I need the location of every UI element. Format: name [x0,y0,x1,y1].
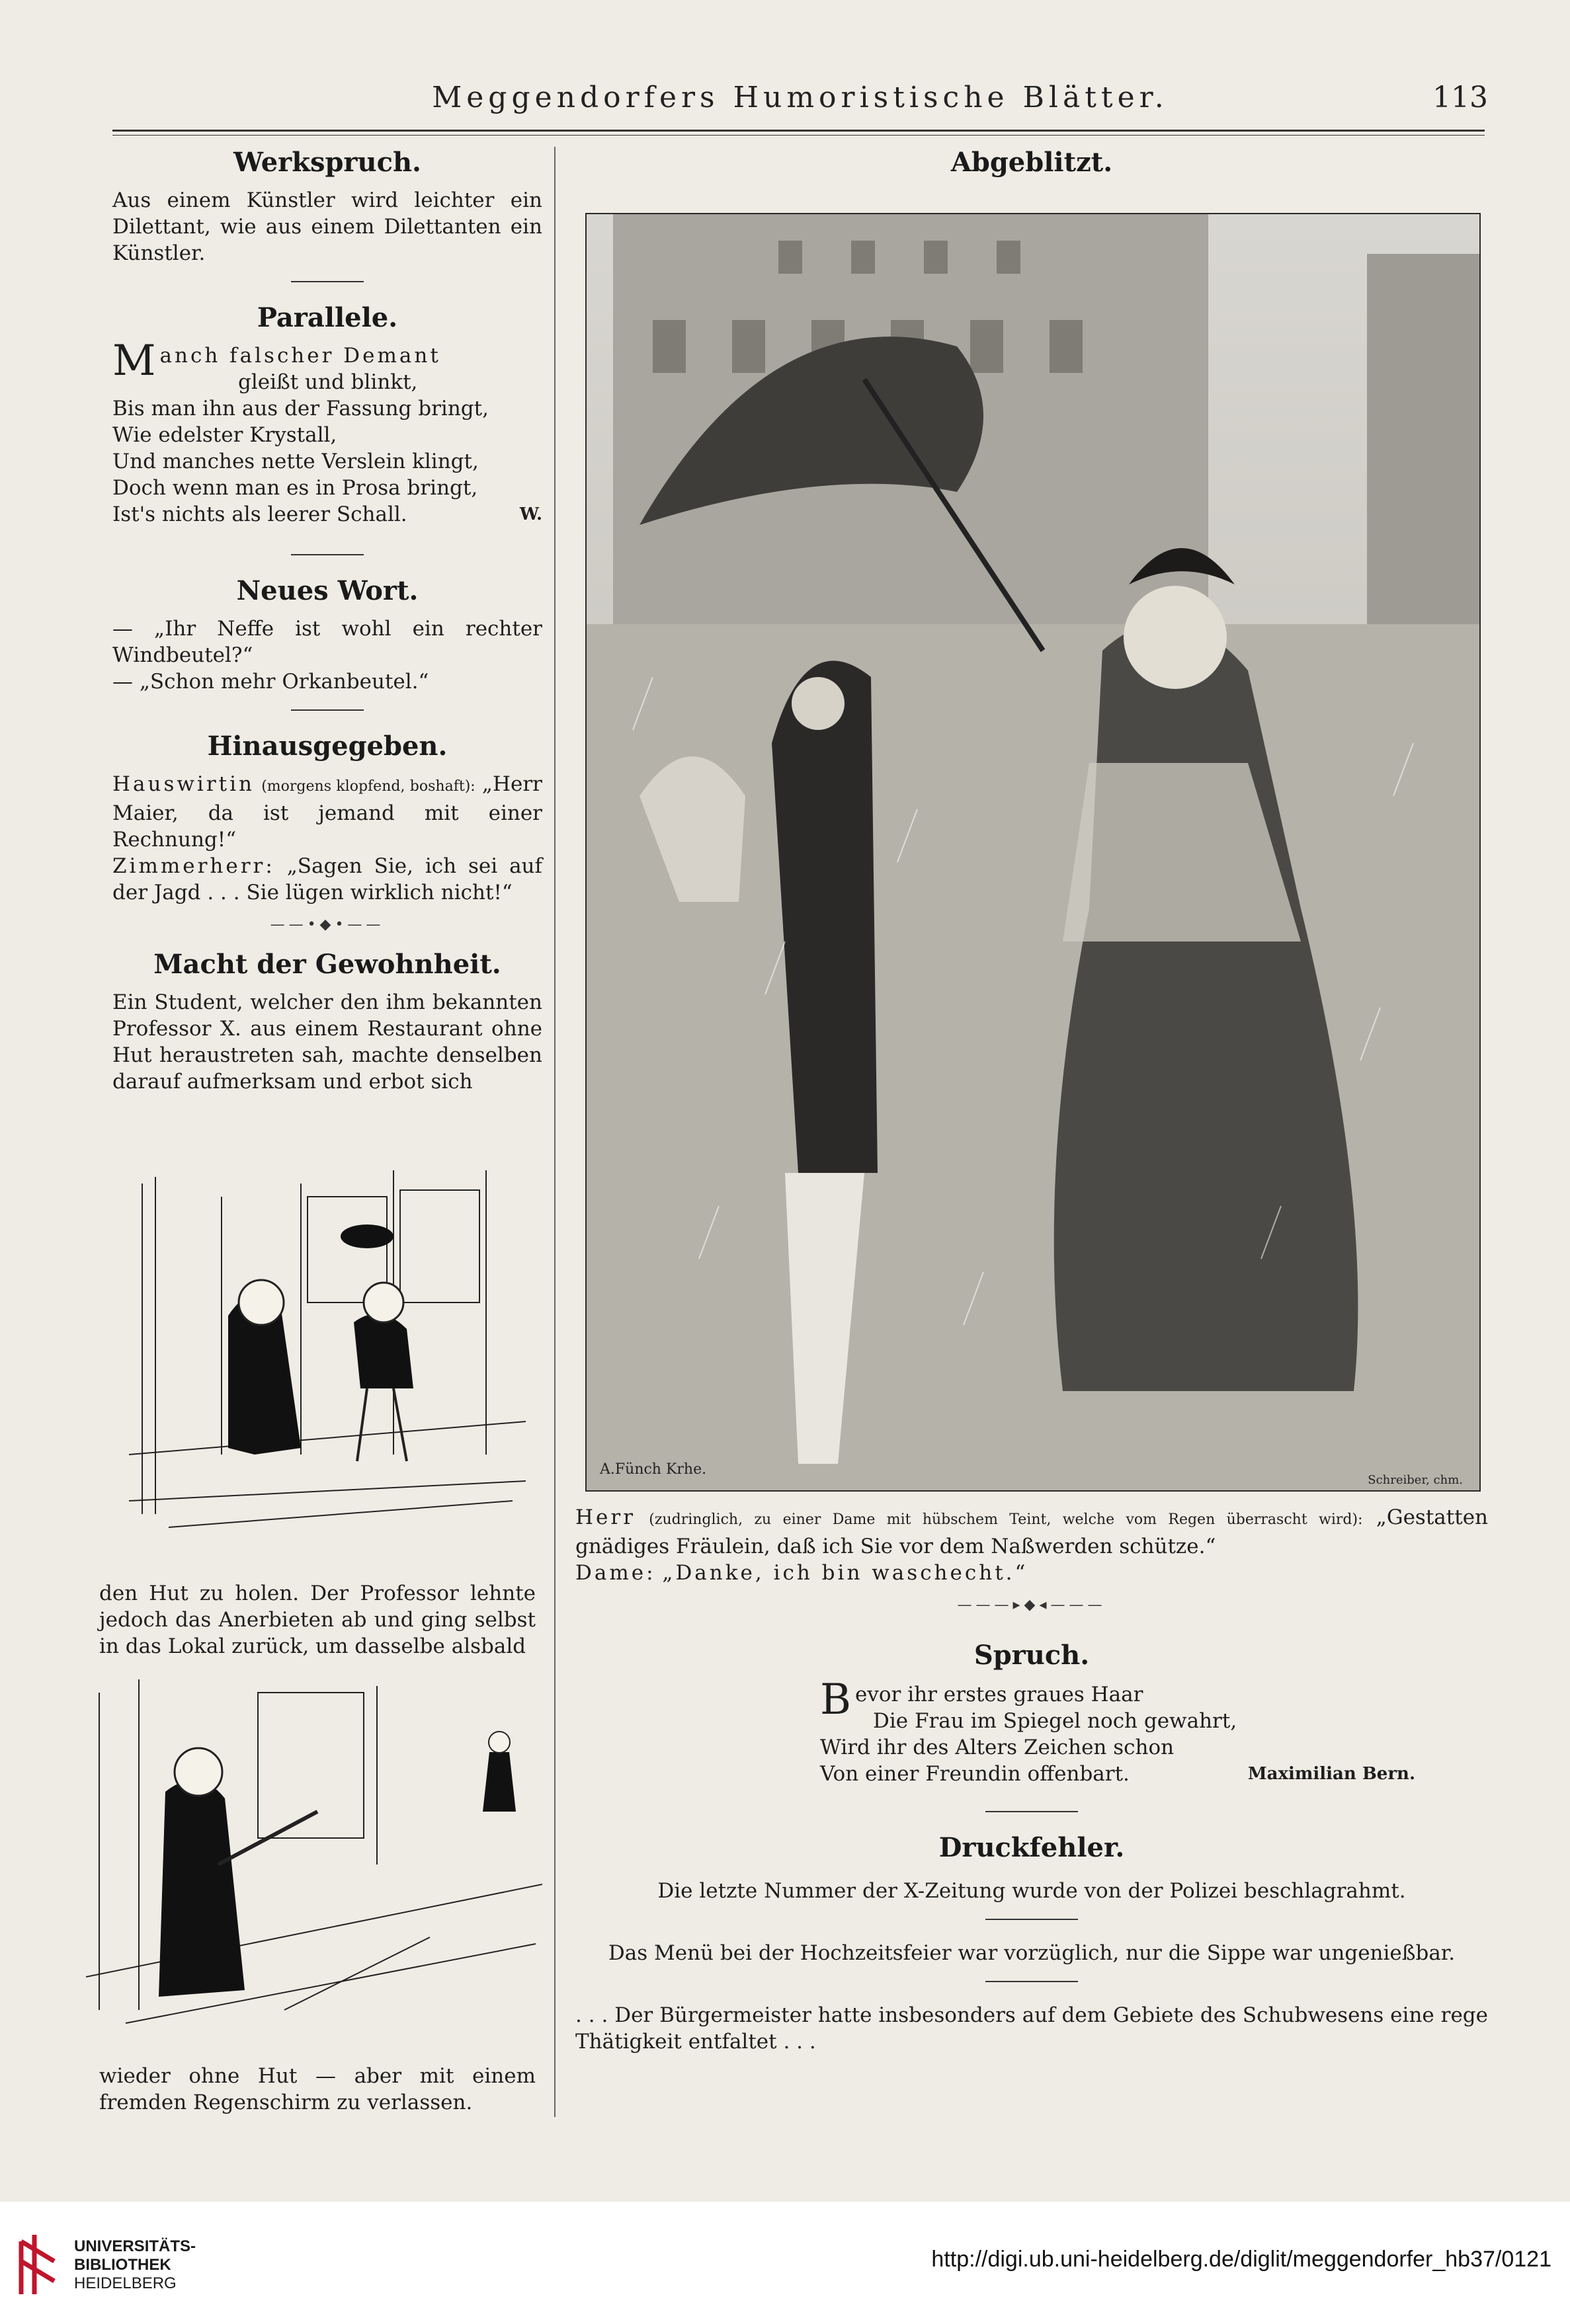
abgeblitzt-title: Abgeblitzt. [950,147,1113,178]
left-column [112,147,542,1095]
dialogue-text: „Gestatten gnädiges Fräulein, daß ich Sie vor dem Naßwerden schütze.“ [575,1505,1489,1558]
hinausgegeben-title: Hinausgegeben. [207,731,448,762]
artist-signature: A.Fünch Krhe. [600,1461,707,1478]
druckfehler-item: . . . Der Bürgermeister hatte insbesonders auf dem Gebiete des Schubwesens eine rege Thätigkeit entfaltet . . . [575,2003,1488,2054]
poem-line: Wird ihr des Alters Zeichen schon [820,1736,1175,1759]
section-rule [291,554,364,555]
parallele-signature: W. [519,504,542,524]
ornament-divider: ——•◆•—— [270,916,385,933]
illustration-drawing [587,214,1479,1490]
macht-text-3-block [99,2063,536,2116]
poem-line: Die Frau im Spiegel noch gewahrt, [873,1709,1237,1733]
source-url-link[interactable]: http://digi.ub.uni-heidelberg.de/diglit/meggendorfer_hb37/0121 [931,2247,1551,2272]
macht-text-1: Ein Student, welcher den ihm bekannten Professor X. aus einem Restaurant ohne Hut heraustreten sah, machte denselben darauf aufmerksam und erbot sich [112,990,542,1094]
poem-line: Wie edelster Krystall, [112,423,337,447]
section-rule [985,1981,1078,1982]
page-header [112,81,1488,127]
speaker-name: Zimmerherr: [112,854,275,878]
section-rule [985,1811,1078,1812]
poem-line: Von einer Freundin offenbart. [820,1762,1130,1786]
spruch-title: Spruch. [973,1640,1090,1671]
university-library-logo-icon [15,2228,61,2301]
speaker-name: Herr [575,1505,636,1529]
journal-title: Meggendorfers Humoristische Blätter. [432,81,1169,114]
werkspruch-title: Werkspruch. [233,147,421,178]
section-rule [291,709,364,711]
speaker-name: Dame: [575,1561,656,1585]
institution-name: UNIVERSITÄTS- BIBLIOTHEK HEIDELBERG [74,2237,196,2292]
engraver-credit: Schreiber, chm. [1368,1473,1463,1487]
cartoon-drawing [86,1666,542,2036]
ornament-divider: ———▸◆◂——— [957,1597,1106,1613]
parallele-poem [112,337,542,528]
speaker-name: Hauswirtin [112,772,255,796]
page-number: 113 [1432,81,1488,114]
column-divider [554,147,556,2117]
illustration-rain-couple [585,213,1481,1492]
macht-title: Macht der Gewohnheit. [153,949,501,980]
neues-wort-title: Neues Wort. [236,575,419,606]
stage-direction: (zudringlich, zu einer Dame mit hübschem Teint, welche vom Regen überrascht wird): [649,1511,1363,1528]
neues-wort-line: — „Ihr Neffe ist wohl ein rechter Windbeutel?“ [112,617,542,667]
spruch-poem [820,1675,1415,1787]
illustration-caption [575,1504,1488,1629]
header-rule [112,130,1485,132]
druckfehler-item: Die letzte Nummer der X-Zeitung wurde von der Polizei beschlagrahmt. [657,1879,1406,1903]
macht-text-2: den Hut zu holen. Der Professor lehnte jedoch das Anerbieten ab und ging selbst in das Lokal zurück, um dasselbe alsbald [99,1582,536,1658]
dialogue-text: „Sagen Sie, ich sei auf der Jagd . . . Sie lügen wirklich nicht!“ [112,854,542,904]
dialogue-text: „Danke, ich bin waschecht.“ [662,1561,1028,1585]
parallele-title: Parallele. [257,302,398,333]
poem-line: Und manches nette Verslein klingt, [112,450,479,473]
poem-line: gleißt und blinkt, [238,370,418,394]
poem-line: Doch wenn man es in Prosa bringt, [112,476,478,500]
section-rule [985,1919,1078,1920]
parallele-dropcap: M [112,337,156,385]
spruch-section [575,1640,1488,2055]
cartoon-professor-student [129,1170,526,1541]
spruch-dropcap: B [820,1675,852,1724]
poem-line: evor ihr erstes graues Haar [855,1683,1143,1706]
macht-text-2-block [99,1580,536,1660]
poem-line: Ist's nichts als leerer Schall. [112,502,407,526]
stage-direction: (morgens klopfend, boshaft): [261,778,475,795]
abgeblitzt-heading [575,147,1488,178]
cartoon-drawing [129,1170,526,1541]
neues-wort-line: — „Schon mehr Orkanbeutel.“ [112,670,429,694]
macht-text-3: wieder ohne Hut — aber mit einem fremden Regenschirm zu verlassen. [99,2064,536,2114]
werkspruch-text: Aus einem Künstler wird leichter ein Dilettant, wie aus einem Dilettanten ein Künstler. [112,188,542,265]
poem-line: anch falscher Demant [159,344,441,368]
section-rule [291,281,364,282]
druckfehler-title: Druckfehler. [938,1832,1125,1863]
druckfehler-item: Das Menü bei der Hochzeitsfeier war vorzüglich, nur die Sippe war ungenießbar. [608,1941,1456,1965]
spruch-author: Maximilian Bern. [1247,1764,1415,1784]
poem-line: Bis man ihn aus der Fassung bringt, [112,397,489,421]
library-footer [0,2202,1570,2324]
dialogue-text: „Herr Maier, da ist jemand mit einer Rechnung!“ [112,772,542,852]
cartoon-professor-umbrella [86,1666,542,2036]
header-rule-thin [112,135,1485,136]
